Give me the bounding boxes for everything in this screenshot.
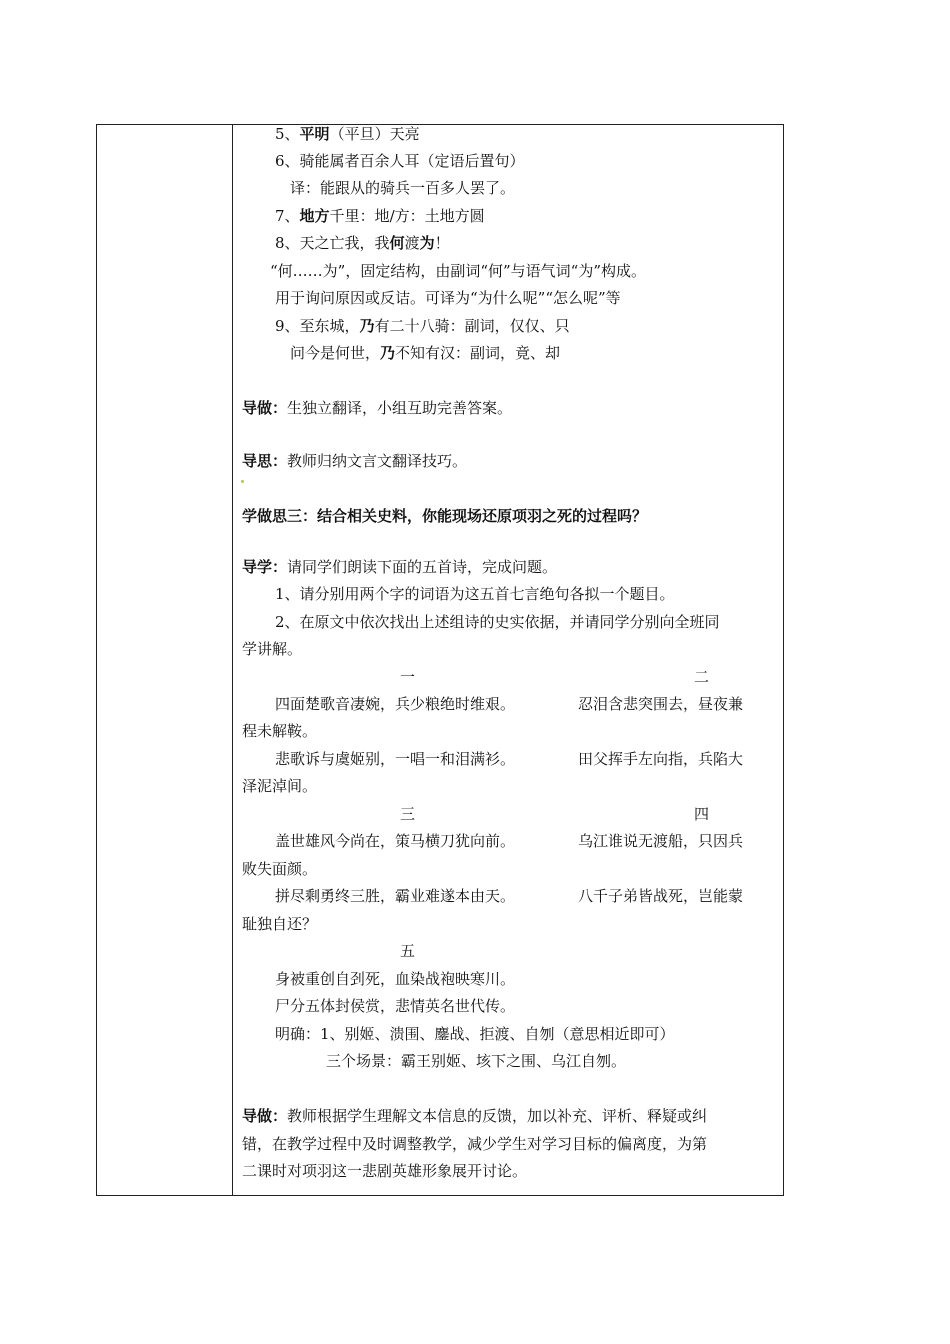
- poem-3-line-2: 拼尽剩勇终三胜，霸业难遂本由天。: [275, 887, 516, 905]
- guide-think: 导思：教师归纳文言文翻译技巧。: [242, 452, 468, 470]
- column-divider: [232, 125, 233, 1195]
- poem-5-line-2: 尸分五体封侯赏，悲情英名世代传。: [275, 997, 516, 1015]
- item-6-translation: 译：能跟从的骑兵一百多人罢了。: [290, 179, 516, 197]
- guide-do-2-line-2: 错，在教学过程中及时调整教学，减少学生对学习目标的偏离度，为第: [242, 1135, 708, 1153]
- poem-4-line-1: 乌江谁说无渡船，只因兵: [578, 832, 744, 850]
- guide-do-2-line-3: 二课时对项羽这一悲剧英雄形象展开讨论。: [242, 1162, 528, 1180]
- guide-learn: 导学：请同学们朗读下面的五首诗，完成问题。: [242, 558, 558, 576]
- item-5: 5、平明（平旦）天亮: [275, 125, 420, 143]
- poem-5-line-1: 身被重创自刭死，血染战袍映寒川。: [275, 970, 516, 988]
- item-9-example: 问今是何世，乃不知有汉：副词，竟、却: [290, 344, 561, 362]
- stray-mark: [241, 480, 244, 483]
- poem-2-line-1: 忍泪含悲突围去，昼夜兼: [578, 695, 744, 713]
- poem-2-line-2: 田父挥手左向指，兵陷大: [578, 750, 744, 768]
- item-9: 9、至东城，乃有二十八骑：副词，仅仅、只: [275, 317, 570, 335]
- poem-2-line-1-wrap: 程未解鞍。: [242, 722, 318, 740]
- poem-4-line-2-wrap: 耻独自还？: [242, 915, 318, 933]
- poem-number-4: 四: [694, 805, 710, 823]
- poem-number-3: 三: [400, 805, 416, 823]
- poem-number-1: 一: [400, 668, 416, 686]
- item-8: 8、天之亡我，我何渡为！: [275, 234, 450, 252]
- question-2: 2、在原文中依次找出上述组诗的史实依据，并请同学分别向全班同: [275, 613, 720, 631]
- question-2-cont: 学讲解。: [242, 640, 303, 658]
- item-8-note-2: 用于询问原因或反诘。可译为“为什么呢”“怎么呢”等: [275, 289, 621, 307]
- item-7: 7、地方千里：地/方：土地方圆: [275, 207, 485, 225]
- poem-number-2: 二: [694, 668, 710, 686]
- poem-1-line-2: 悲歌诉与虞姬别，一唱一和泪满衫。: [275, 750, 516, 768]
- question-1: 1、请分别用两个字的词语为这五首七言绝句各拟一个题目。: [275, 585, 675, 603]
- item-8-note-1: “何……为”，固定结构，由副词“何”与语气词“为”构成。: [270, 262, 647, 280]
- poem-number-5: 五: [400, 942, 416, 960]
- poem-4-line-1-wrap: 败失面颜。: [242, 860, 318, 878]
- poem-1-line-1: 四面楚歌音凄婉，兵少粮绝时维艰。: [275, 695, 516, 713]
- poem-4-line-2: 八千子弟皆战死，岂能蒙: [578, 887, 744, 905]
- poem-3-line-1: 盖世雄风今尚在，策马横刀犹向前。: [275, 832, 516, 850]
- poem-2-line-2-wrap: 泽泥淖间。: [242, 777, 318, 795]
- item-6: 6、骑能属者百余人耳（定语后置句）: [275, 152, 525, 170]
- guide-do-1: 导做：生独立翻译，小组互助完善答案。: [242, 399, 513, 417]
- section-3-title: 学做思三：结合相关史料，你能现场还原项羽之死的过程吗？: [242, 507, 648, 525]
- guide-do-2-line-1: 导做：教师根据学生理解文本信息的反馈，加以补充、评析、释疑或纠: [242, 1107, 708, 1125]
- answer-2: 三个场景：霸王别姬、垓下之围、乌江自刎。: [326, 1052, 627, 1070]
- answer-1: 明确：1、别姬、溃围、鏖战、拒渡、自刎（意思相近即可）: [275, 1025, 675, 1043]
